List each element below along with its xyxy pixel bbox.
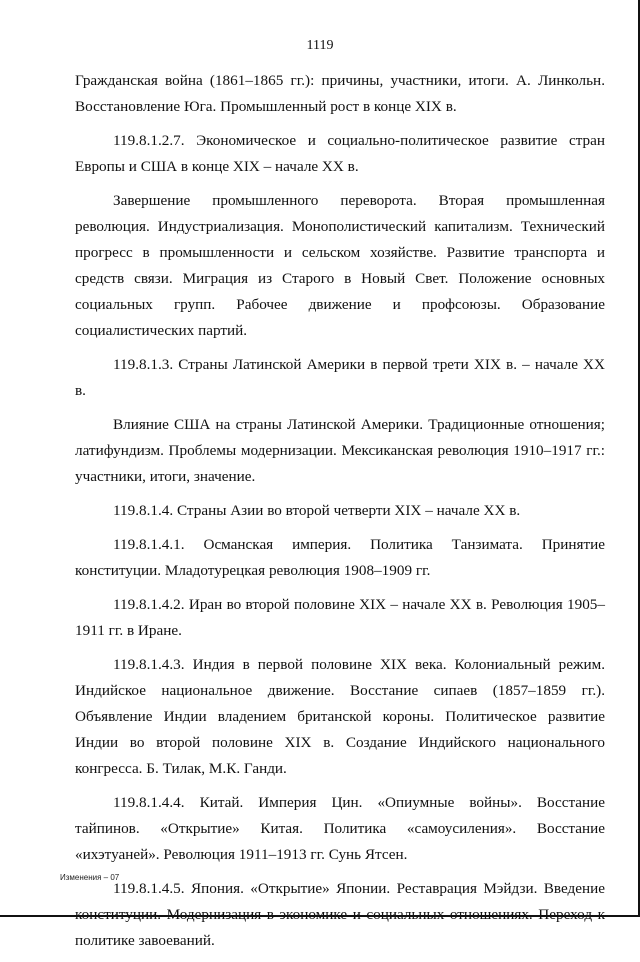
page-number: 1119 — [306, 38, 334, 53]
paragraph: Влияние США на страны Латинской Америки. Традиционные отношения; латифундизм. Проблемы модернизации. Мексиканская революция 1910–1917 гг.: участники, итоги, значение. — [75, 416, 605, 485]
paragraph: Гражданская война (1861–1865 гг.): причины, участники, итоги. А. Линкольн. Восстановление Юга. Промышленный рост в конце XIX в. — [75, 72, 605, 115]
paragraph: 119.8.1.4.4. Китай. Империя Цин. «Опиумные войны». Восстание тайпинов. «Открытие» Китая. Политика «самоусиления». Восстание «ихэтуаней». Революция 1911–1913 гг. Сунь Ятсен. — [75, 794, 605, 863]
paragraph: 119.8.1.4.2. Иран во второй половине XIX – начале XX в. Революция 1905–1911 гг. в Иране. — [75, 596, 605, 639]
document-body — [75, 68, 605, 962]
footer-note: Изменения – 07 — [60, 873, 120, 882]
paragraph: 119.8.1.4.1. Османская империя. Политика Танзимата. Принятие конституции. Младотурецкая революция 1908–1909 гг. — [75, 536, 605, 579]
paragraph: 119.8.1.4. Страны Азии во второй четверти XIX – начале XX в. — [113, 502, 521, 519]
paragraph: 119.8.1.2.7. Экономическое и социально-политическое развитие стран Европы и США в конце XIX – начале XX в. — [75, 132, 605, 175]
paragraph: 119.8.1.3. Страны Латинской Америки в первой трети XIX в. – начале XX в. — [75, 356, 605, 399]
paragraph: 119.8.1.4.3. Индия в первой половине XIX века. Колониальный режим. Индийское национальное движение. Восстание сипаев (1857–1859 гг.). Объявление Индии владением британской короны. Политическое развитие Индии во второй половине XIX в. Создание Индийского национального конгресса. Б. Тилак, М.К. Ганди. — [75, 656, 605, 777]
paragraph: Завершение промышленного переворота. Вторая промышленная революция. Индустриализация. Монополистический капитализм. Технический прогресс в промышленности и сельском хозяйстве. Развитие транспорта и средств связи. Миграция из Старого в Новый Свет. Положение основных социальных групп. Рабочее движение и профсоюзы. Образование социалистических партий. — [75, 192, 605, 339]
paragraph: 119.8.1.4.5. Япония. «Открытие» Японии. Реставрация Мэйдзи. Введение политике завоеваний. — [75, 880, 605, 949]
